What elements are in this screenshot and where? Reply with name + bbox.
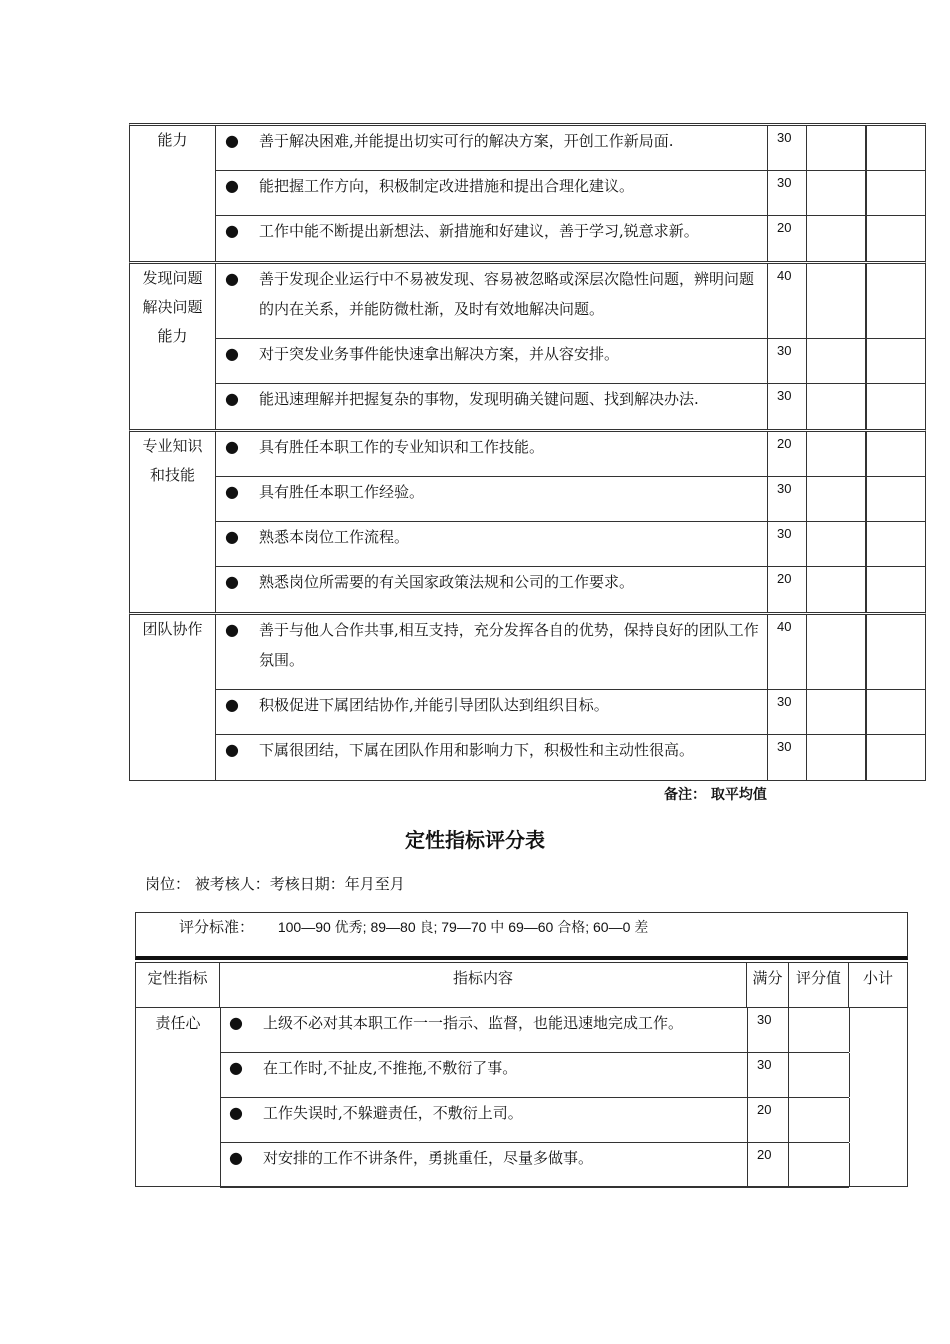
standard-text: 100—90 优秀; 89—80 良; 79—70 中 69—60 合格; 60—0 差 [277,919,649,935]
rating-cell [807,384,867,429]
table-row [220,1143,849,1188]
score-cell: 20 [767,216,807,261]
table-body [135,1008,908,1187]
bullet-icon: ● [225,344,239,363]
evaluation-table-2 [135,912,908,1187]
header-full-score: 满分 [747,963,789,1007]
bullet-icon: ● [225,695,239,714]
score-cell: 20 [747,1143,789,1187]
score-cell: 30 [767,384,807,429]
table-group [129,612,926,781]
category-cell [130,432,216,612]
bullet-icon: ● [225,269,239,288]
category-label: 专业知识 [142,437,203,455]
bullet-icon: ● [229,1058,243,1077]
item-text: 上级不必对其本职工作一一指示、监督，也能迅速地完成工作。 [263,1014,684,1032]
score-cell: 20 [767,567,807,612]
rating-cell [807,477,867,521]
category-label: 能力 [157,327,188,345]
rating-cell [789,1143,850,1187]
rating-cell [807,171,867,215]
bullet-icon: ● [225,740,239,759]
score-cell: 30 [767,735,807,780]
header-subtotal: 小计 [862,969,893,987]
category-label: 团队协作 [142,620,203,638]
bullet-icon: ● [225,620,239,639]
section-title: 定性指标评分表 [405,828,545,852]
item-text: 下属很团结，下属在团队作用和影响力下，积极性和主动性很高。 [259,741,695,759]
item-text: 能迅速理解并把握复杂的事物，发现明确关键问题、找到解决办法. [259,390,699,408]
scoring-standard-label [179,916,648,937]
table-row [216,735,925,780]
score-cell: 20 [767,432,807,476]
table-row [216,522,925,567]
score-cell: 30 [767,690,807,734]
item-text: 具有胜任本职工作经验。 [259,483,425,501]
rating-cell [807,264,867,338]
bullet-icon: ● [229,1103,243,1122]
remark-note: 备注： 取平均值 [664,787,767,803]
rating-cell [789,1053,850,1097]
scoring-standard [135,912,908,960]
category-label: 解决问题 [142,298,203,316]
header-score-value: 评分值 [789,963,849,1007]
table-row [220,1098,849,1143]
rating-cell [807,216,867,261]
table-row [216,432,925,477]
score-cell: 30 [767,477,807,521]
standard-label: 评分标准： [179,918,255,936]
category-label: 和技能 [149,466,195,484]
table-row [220,1008,849,1053]
table-group [129,429,926,613]
bullet-icon: ● [225,437,239,456]
table-row [216,384,925,429]
score-cell: 30 [767,522,807,566]
rating-cell [789,1098,850,1142]
evaluation-table-1 [129,124,926,781]
table-row [216,126,925,171]
header-content: 指标内容 [220,963,747,1007]
item-text: 善于解决困难,并能提出切实可行的解决方案，开创工作新局面. [259,132,674,150]
bullet-icon: ● [225,482,239,501]
rating-cell [807,615,867,689]
item-text: 具有胜任本职工作的专业知识和工作技能。 [259,438,545,456]
table-row [216,615,925,690]
score-cell: 30 [767,126,807,170]
bullet-icon: ● [225,221,239,240]
score-cell: 20 [747,1098,789,1142]
rating-cell [807,735,867,780]
bullet-icon: ● [225,527,239,546]
bullet-icon: ● [225,131,239,150]
table-row [216,171,925,216]
table-row [216,264,925,339]
rating-cell [807,126,867,170]
bullet-icon: ● [229,1013,243,1032]
bullet-icon: ● [225,176,239,195]
rating-cell [807,522,867,566]
item-text: 能把握工作方向，积极制定改进措施和提出合理化建议。 [259,177,635,195]
category-cell [130,264,216,429]
category-cell: 责任心 [136,1008,221,1186]
table-header [135,962,908,1008]
rating-cell [807,567,867,612]
rating-cell [807,339,867,383]
category-label: 能力 [157,131,188,149]
category-label: 发现问题 [142,269,203,287]
item-text: 工作失误时,不躲避责任，不敷衍上司。 [263,1104,523,1122]
rating-cell [807,690,867,734]
score-cell: 30 [747,1053,789,1097]
rating-cell [807,432,867,476]
table-row [216,477,925,522]
bullet-icon: ● [229,1148,243,1167]
rating-cell [789,1008,850,1052]
item-text: 熟悉岗位所需要的有关国家政策法规和公司的工作要求。 [259,573,635,591]
category-cell [130,615,216,780]
table-row [216,339,925,384]
table-row [220,1053,849,1098]
item-text: 积极促进下属团结协作,并能引导团队达到组织目标。 [259,696,609,714]
item-text: 善于与他人合作共事,相互支持，充分发挥各自的优势，保持良好的团队工作氛围。 [259,621,759,669]
table-row [216,567,925,612]
header-indicator: 定性指标 [136,963,220,1007]
table-row [216,216,925,261]
bullet-icon: ● [225,389,239,408]
table-group [129,123,926,262]
assessment-meta: 岗位： 被考核人：考核日期：年月至月 [145,875,405,893]
item-text: 对于突发业务事件能快速拿出解决方案，并从容安排。 [259,345,620,363]
item-text: 对安排的工作不讲条件，勇挑重任，尽量多做事。 [263,1149,594,1167]
item-text: 善于发现企业运行中不易被发现、容易被忽略或深层次隐性问题，辨明问题的内在关系，并能防微杜渐，及时有效地解决问题。 [259,270,755,318]
score-cell: 40 [767,264,807,338]
score-cell: 30 [767,339,807,383]
score-cell: 40 [767,615,807,689]
item-text: 熟悉本岗位工作流程。 [259,528,410,546]
category-cell [130,126,216,261]
score-cell: 30 [747,1008,789,1052]
bullet-icon: ● [225,572,239,591]
item-text: 工作中能不断提出新想法、新措施和好建议，善于学习,锐意求新。 [259,222,699,240]
table-row [216,690,925,735]
table-group [129,261,926,430]
item-text: 在工作时,不扯皮,不推拖,不敷衍了事。 [263,1059,518,1077]
score-cell: 30 [767,171,807,215]
